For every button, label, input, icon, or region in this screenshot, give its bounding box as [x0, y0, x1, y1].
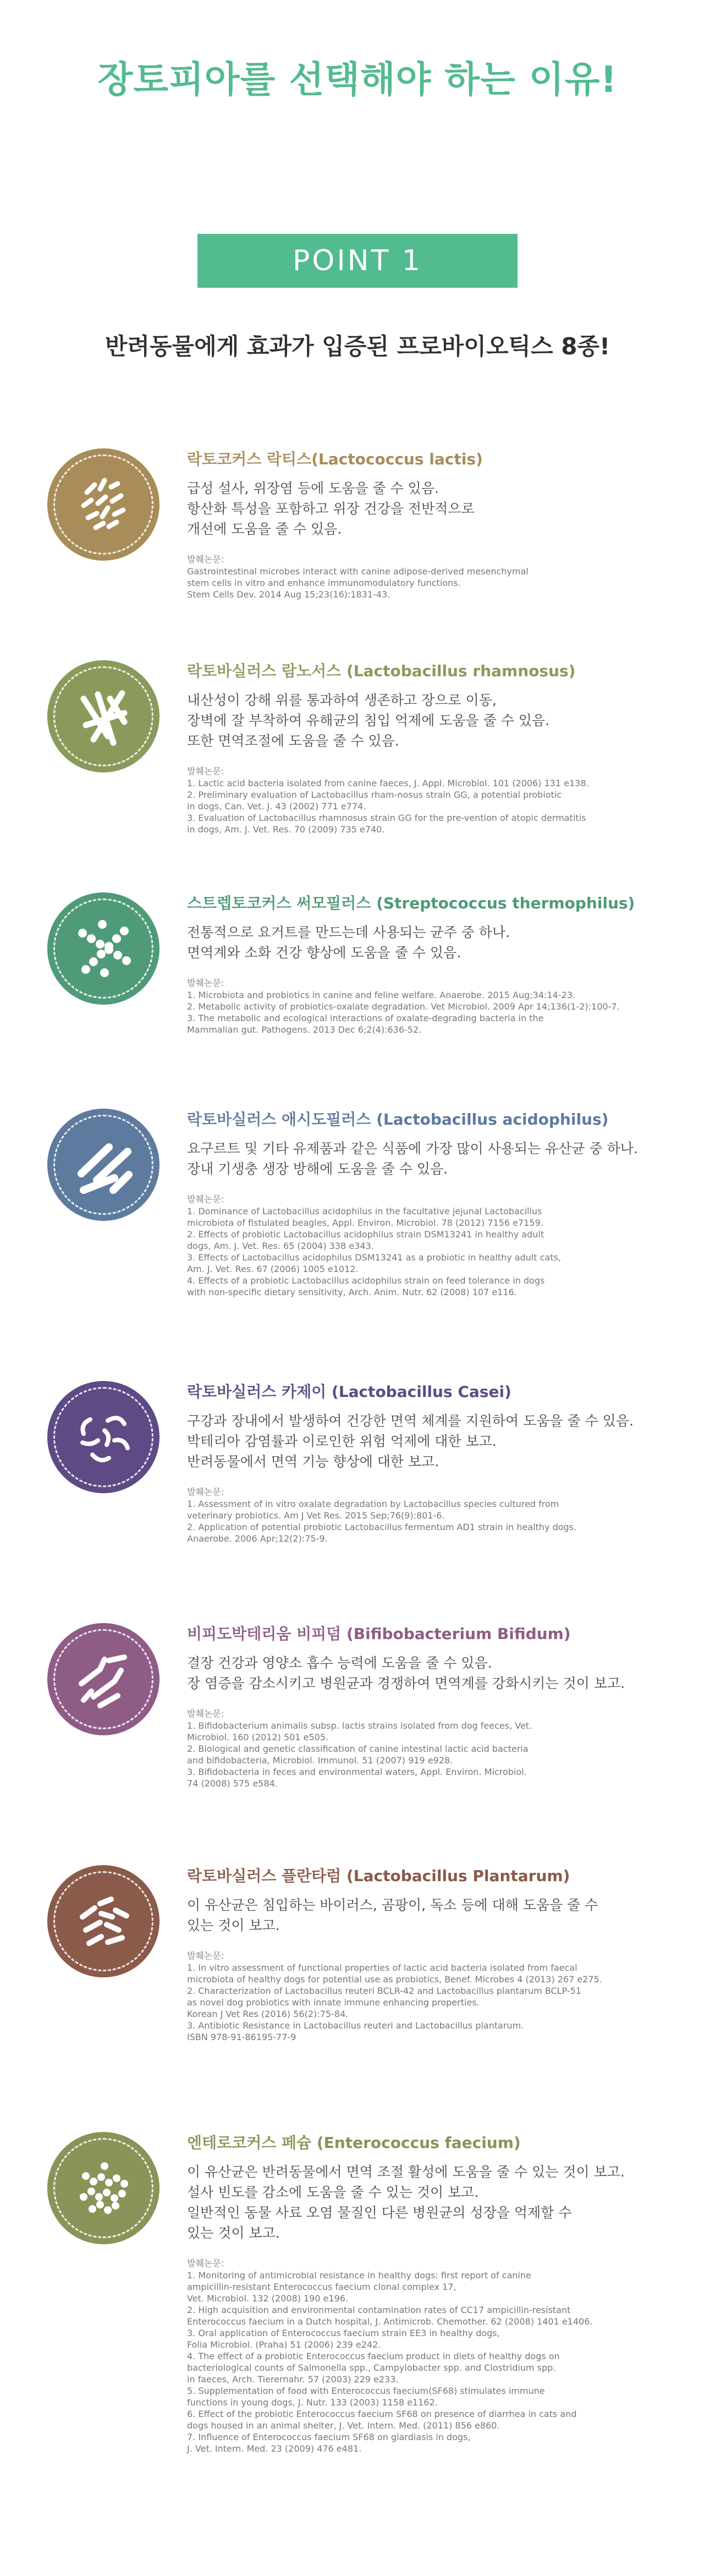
- strain-description: 요구르트 및 기타 유제품과 같은 식품에 가장 많이 사용되는 유산균 중 하나. 장내 기생충 생장 방해에 도움을 줄 수 있음.: [187, 1141, 638, 1177]
- headline: 장토피아를 선택해야 하는 이유!: [97, 58, 618, 101]
- strain-name: 비피도박테리움 비피덤 (Bifibobacterium Bifidum): [187, 1625, 571, 1643]
- strain-references: 1. Microbiota and probiotics in canine and feline welfare. Anaerobe. 2015 Aug;34:14-23. 2. Metabolic activity of probiotics-oxalate degradation. Vet Microbiol. 2009 Apr 14;136(1-2):100-7. 3. The metabolic and ecological interactions of oxalate-degrading bacteria in the Mammalian gut. Pathogens. 2013 Dec 6;2(4):636-52.: [187, 990, 620, 1035]
- refs-label: 발췌논문:: [187, 554, 224, 564]
- strain-references: 1. Assessment of in vitro oxalate degradation by Lactobacillus species cultured from veterinary probiotics. Am J Vet Res. 2015 Sep;76(9):801-6. 2. Application of potential probiotic Lactobacillus fermentum AD1 strain in healthy dogs. Anaerobe. 2006 Apr;12(2):75-9.: [187, 1499, 577, 1544]
- strain-references: 1. Monitoring of antimicrobial resistance in healthy dogs: first report of canine ampicillin-resistant Enterococcus faecium clonal complex 17, Vet. Microbiol. 132 (2008) 190 e196. 2. High acquisition and environmental contamination rates of CC17 ampicillin-resistant Enterococcus faecium in a Dutch hospital, J. Antimicrob. Chemother. 62 (2008) 1401 e1406. 3. Oral application of Enterococcus faecium strain EE3 in healthy dogs, Folia Microbiol. (Praha) 51 (2006) 239 e242. 4. The effect of a probiotic Enterococcus faecium product in diets of healthy dogs on bacteriological counts of Salmonella spp., Campylobacter spp. and Clostridium spp. in faeces, Arch. Tierernahr. 57 (2003) 229 e233. 5. Supplementation of food with Enterococcus faecium(SF68) stimulates immune functions in young dogs, J. Nutr. 133 (2003) 1158 e1162. 6. Effect of the probiotic Enterococcus faecium SF68 on presence of diarrhea in cats and dogs housed in an animal shelter, J. Vet. Intern. Med. (2011) 856 e860. 7. Influence of Enterococcus faecium SF68 on giardiasis in dogs, J. Vet. Intern. Med. 23 (2009) 476 e481.: [187, 2270, 593, 2454]
- section-subhead: 반려동물에게 효과가 입증된 프로바이오틱스 8종!: [105, 333, 610, 360]
- refs-label: 발췌논문:: [187, 2258, 224, 2268]
- bacteria-bacilli-icon: [47, 1109, 160, 1221]
- strain-name: 락토바실러스 플란타럼 (Lactobacillus Plantarum): [187, 1867, 570, 1885]
- strain-name: 엔테로코커스 페슘 (Enterococcus faecium): [187, 2134, 521, 2152]
- bacteria-cluster-icon: [47, 448, 160, 561]
- point-badge: POINT 1: [197, 234, 518, 288]
- strain-name: 락토바실러스 람노서스 (Lactobacillus rhamnosus): [187, 662, 576, 680]
- bacteria-branched-icon: [47, 1623, 160, 1735]
- bacteria-curved-icon: [47, 1381, 160, 1493]
- bacteria-chain-icon: [47, 892, 160, 1005]
- strain-name: 락토바실러스 애시도필러스 (Lactobacillus acidophilus): [187, 1110, 609, 1128]
- bacteria-rods-icon: [47, 660, 160, 772]
- strain-name: 락토바실러스 카제이 (Lactobacillus Casei): [187, 1383, 512, 1401]
- strain-name: 락토코커스 락티스(Lactococcus lactis): [187, 450, 483, 468]
- strain-references: 1. Lactic acid bacteria isolated from canine faeces, J. Appl. Microbiol. 101 (2006) 131 e138. 2. Preliminary evaluation of Lactobacillus rham-nosus strain GG, a potential probiotic in dogs, Can. Vet. J. 43 (2002) 771 e774. 3. Evaluation of Lactobacillus rhamnosus strain GG for the pre-vention of atopic dermatitis in dogs, Am. J. Vet. Res. 70 (2009) 735 e740.: [187, 778, 589, 835]
- strain-description: 구강과 장내에서 발생하여 건강한 면역 체계를 지원하여 도움을 줄 수 있음. 박테리아 감염률과 이로인한 위험 억제에 대한 보고. 반려동물에서 면역 기능 향상에 대한 보고.: [187, 1413, 634, 1470]
- strain-description: 이 유산균은 침입하는 바이러스, 곰팡이, 독소 등에 대해 도움을 줄 수 있는 것이 보고.: [187, 1897, 598, 1933]
- strain-description: 결장 건강과 영양소 흡수 능력에 도움을 줄 수 있음. 장 염증을 감소시키고 병원균과 경쟁하여 면역계를 강화시키는 것이 보고.: [187, 1655, 625, 1691]
- strain-references: 1. In vitro assessment of functional properties of lactic acid bacteria isolated from faecal microbiota of healthy dogs for potential use as probiotics, Benef. Microbes 4 (2013) 267 e275. 2. Characterization of Lactobacillus reuteri BCLR-42 and Lactobacillus plantarum BCLP-51 as novel dog probiotics with innate immune enhancing properties. Korean J Vet Res (2016) 56(2):75-84. 3. Antibiotic Resistance in Lactobacillus reuteri and Lactobacillus plantarum. ISBN 978-91-86195-77-9: [187, 1963, 602, 2042]
- refs-label: 발췌논문:: [187, 1194, 224, 1204]
- refs-label: 발췌논문:: [187, 1950, 224, 1961]
- refs-label: 발췌논문:: [187, 766, 224, 776]
- bacteria-cocci-chain-icon: [47, 2132, 160, 2244]
- strain-references: Gastrointestinal microbes interact with canine adipose-derived mesenchymal stem cells in vitro and enhance immunomodulatory functions. Stem Cells Dev. 2014 Aug 15;23(16):1831-43.: [187, 566, 529, 600]
- strain-description: 내산성이 강해 위를 통과하여 생존하고 장으로 이동, 장벽에 잘 부착하여 유해균의 침입 억제에 도움을 줄 수 있음. 또한 면역조절에 도움을 줄 수 있음.: [187, 692, 550, 749]
- strain-references: 1. Dominance of Lactobacillus acidophilus in the facultative jejunal Lactobacillus microbiota of fistulated beagles, Appl. Environ. Microbiol. 78 (2012) 7156 e7159. 2. Effects of probiotic Lactobacillus acidophilus strain DSM13241 in healthy adult dogs, Am. J. Vet. Res. 65 (2004) 338 e343. 3. Effects of Lactobacillus acidophilus DSM13241 as a probiotic in healthy adult cats, Am. J. Vet. Res. 67 (2006) 1005 e1012. 4. Effects of a probiotic Lactobacillus acidophilus strain on feed tolerance in dogs with non-specific dietary sensitivity, Arch. Anim. Nutr. 62 (2008) 107 e116.: [187, 1206, 561, 1297]
- strain-description: 이 유산균은 반려동물에서 면역 조절 활성에 도움을 줄 수 있는 것이 보고. 설사 빈도를 감소에 도움을 줄 수 있는 것이 보고. 일반적인 동물 사료 오염 물질인 다른 병원균의 성장을 억제할 수 있는 것이 보고.: [187, 2164, 625, 2241]
- refs-label: 발췌논문:: [187, 978, 224, 988]
- strain-description: 급성 설사, 위장염 등에 도움을 줄 수 있음. 항산화 특성을 포함하고 위장 건강을 전반적으로 개선에 도움을 줄 수 있음.: [187, 480, 475, 537]
- strain-description: 전통적으로 요거트를 만드는데 사용되는 균주 중 하나. 면역계와 소화 건강 향상에 도움을 줄 수 있음.: [187, 924, 510, 961]
- refs-label: 발췌논문:: [187, 1708, 224, 1719]
- refs-label: 발췌논문:: [187, 1487, 224, 1497]
- bacteria-pill-icon: [47, 1865, 160, 1977]
- strain-name: 스트렙토코커스 써모필러스 (Streptococcus thermophilus): [187, 894, 635, 912]
- strain-references: 1. Bifidobacterium animalis subsp. lactis strains isolated from dog feeces, Vet. Microbiol. 160 (2012) 501 e505. 2. Biological and genetic classification of canine intestinal lactic acid bacteria and bifidobacteria, Microbiol. Immunol. 51 (2007) 919 e928. 3. Bifidobacteria in feces and environmental waters, Appl. Environ. Microbiol. 74 (2008) 575 e584.: [187, 1720, 532, 1789]
